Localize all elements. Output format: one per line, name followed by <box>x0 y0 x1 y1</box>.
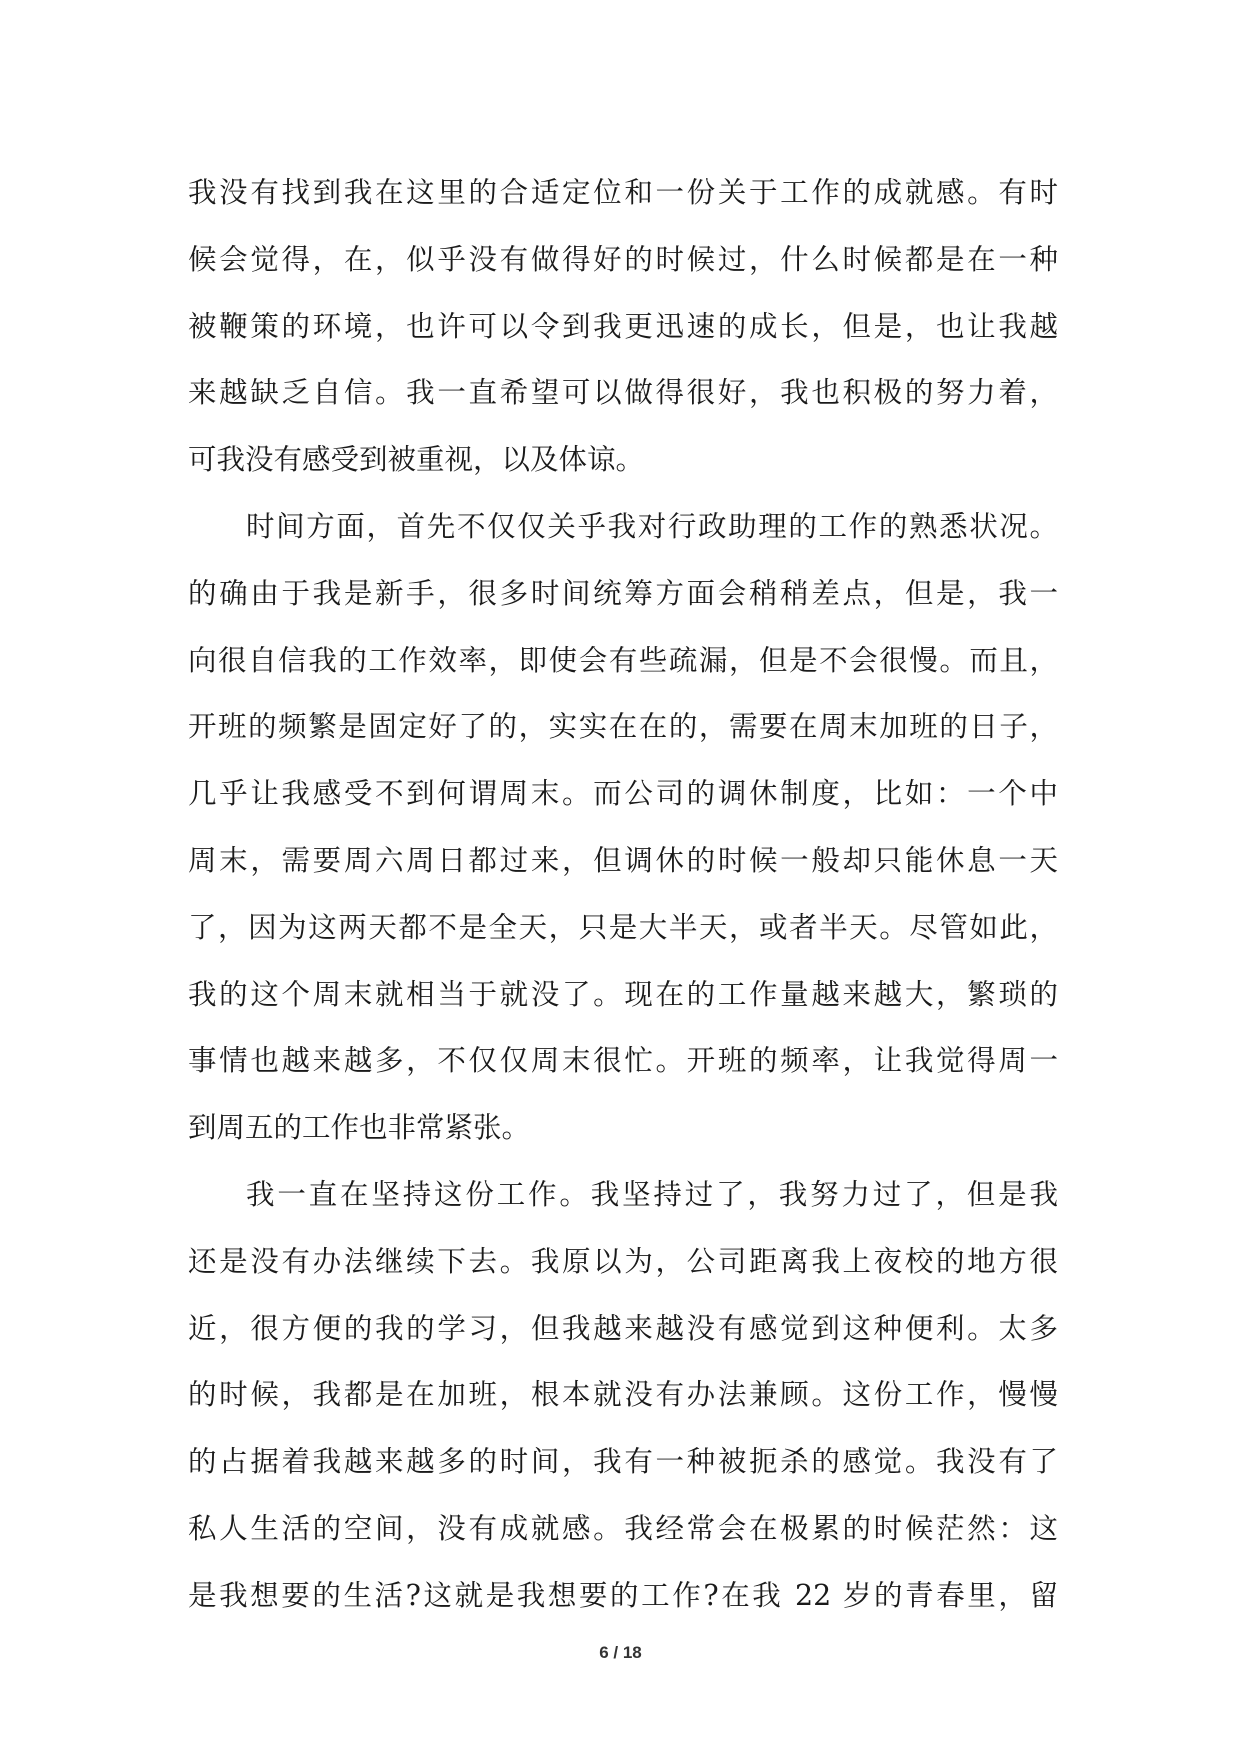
text-line: 的确由于我是新手，很多时间统筹方面会稍稍差点，但是，我一 <box>188 576 1058 610</box>
text-line: 来越缺乏自信。我一直希望可以做得很好，我也积极的努力着， <box>188 376 1058 410</box>
text-line: 被鞭策的环境，也许可以令到我更迅速的成长，但是，也让我越 <box>188 309 1058 343</box>
text-line: 几乎让我感受不到何谓周末。而公司的调休制度，比如：一个中 <box>188 777 1058 811</box>
text-line: 我一直在坚持这份工作。我坚持过了，我努力过了，但是我 <box>246 1177 1058 1211</box>
text-line: 的时候，我都是在加班，根本就没有办法兼顾。这份工作，慢慢 <box>188 1378 1058 1412</box>
text-line: 我没有找到我在这里的合适定位和一份关于工作的成就感。有时 <box>188 176 1058 209</box>
text-line: 事情也越来越多，不仅仅周末很忙。开班的频率，让我觉得周一 <box>188 1044 1058 1078</box>
paragraph <box>188 160 1058 494</box>
text-line: 向很自信我的工作效率，即使会有些疏漏，但是不会很慢。而且， <box>188 643 1058 677</box>
text-line: 可我没有感受到被重视，以及体谅。 <box>188 443 645 477</box>
text-line: 了，因为这两天都不是全天，只是大半天，或者半天。尽管如此， <box>188 910 1058 944</box>
text-line: 还是没有办法继续下去。我原以为，公司距离我上夜校的地方很 <box>188 1244 1058 1278</box>
text-line: 开班的频繁是固定好了的，实实在在的，需要在周末加班的日子， <box>188 710 1058 744</box>
paragraph <box>188 1162 1058 1630</box>
text-line: 是我想要的生活?这就是我想要的工作?在我 22 岁的青春里，留 <box>188 1578 1058 1612</box>
text-line: 时间方面，首先不仅仅关乎我对行政助理的工作的熟悉状况。 <box>246 509 1058 543</box>
text-line: 私人生活的空间，没有成就感。我经常会在极累的时候茫然：这 <box>188 1511 1058 1545</box>
text-line: 到周五的工作也非常紧张。 <box>188 1111 531 1145</box>
page-number: 6 / 18 <box>599 1643 642 1662</box>
body-text <box>188 160 1058 1630</box>
text-line: 的占据着我越来越多的时间，我有一种被扼杀的感觉。我没有了 <box>188 1445 1058 1479</box>
paragraph <box>188 494 1058 1162</box>
text-line: 周末，需要周六周日都过来，但调休的时候一般却只能休息一天 <box>188 843 1058 877</box>
text-line: 近，很方便的我的学习，但我越来越没有感觉到这种便利。太多 <box>188 1311 1058 1345</box>
text-line: 我的这个周末就相当于就没了。现在的工作量越来越大，繁琐的 <box>188 977 1058 1011</box>
text-line: 候会觉得，在，似乎没有做得好的时候过，什么时候都是在一种 <box>188 242 1058 276</box>
